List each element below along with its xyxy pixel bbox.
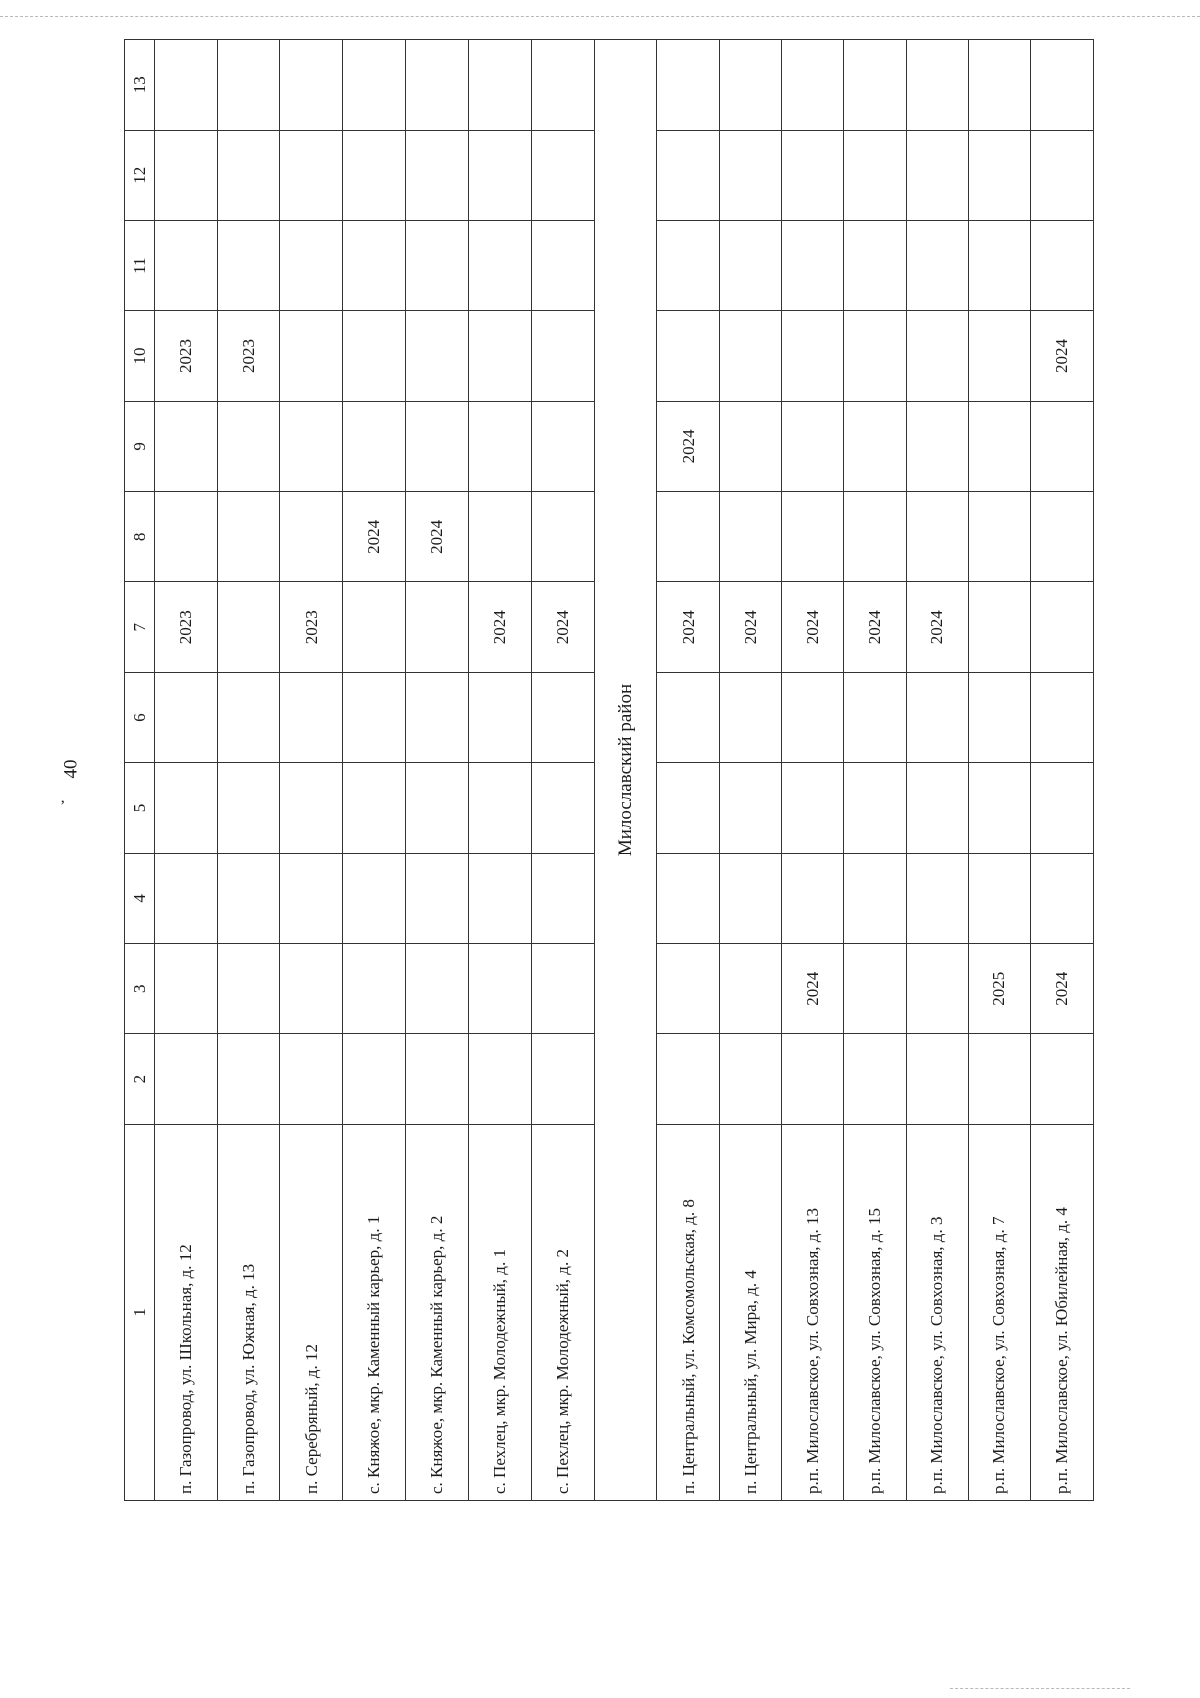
year-cell [343, 311, 405, 401]
table-row [280, 40, 343, 1501]
year-cell [844, 130, 906, 220]
year-cell [405, 40, 468, 131]
year-cell: 2023 [155, 311, 218, 401]
year-cell: 2024 [657, 582, 720, 672]
year-cell [218, 944, 280, 1034]
year-cell [720, 311, 782, 401]
year-cell [531, 853, 594, 943]
table-row [906, 40, 968, 1501]
year-cell [968, 401, 1030, 491]
year-cell [280, 401, 343, 491]
year-cell [657, 1034, 720, 1124]
address-cell: р.п. Милославское, ул. Совхозная, д. 13 [782, 1124, 844, 1500]
year-cell [280, 40, 343, 131]
year-cell: 2024 [405, 492, 468, 582]
year-cell [155, 944, 218, 1034]
year-cell [906, 763, 968, 853]
year-cell [218, 763, 280, 853]
header-cell: 3 [125, 944, 155, 1034]
year-cell [1030, 401, 1093, 491]
year-cell [405, 672, 468, 762]
year-cell [343, 401, 405, 491]
year-cell [782, 763, 844, 853]
year-cell [906, 672, 968, 762]
year-cell [343, 763, 405, 853]
year-cell [968, 582, 1030, 672]
address-cell: с. Княжое, мкр. Каменный карьер, д. 2 [405, 1124, 468, 1500]
year-cell [844, 1034, 906, 1124]
district-heading: Милославский район [595, 40, 657, 1501]
year-cell [906, 311, 968, 401]
address-cell: с. Пехлец, мкр. Молодежный, д. 2 [531, 1124, 594, 1500]
year-cell [531, 220, 594, 310]
year-cell [280, 763, 343, 853]
year-cell: 2024 [720, 582, 782, 672]
year-cell [657, 492, 720, 582]
year-cell [218, 401, 280, 491]
year-cell [155, 130, 218, 220]
year-cell [657, 672, 720, 762]
year-cell [343, 853, 405, 943]
year-cell [218, 853, 280, 943]
scan-line-bottom [950, 1688, 1130, 1689]
address-cell: п. Газопровод, ул. Школьная, д. 12 [155, 1124, 218, 1500]
year-cell [844, 492, 906, 582]
header-cell: 9 [125, 401, 155, 491]
address-cell: с. Пехлец, мкр. Молодежный, д. 1 [468, 1124, 531, 1500]
year-cell [657, 130, 720, 220]
year-cell [155, 1034, 218, 1124]
year-cell [720, 492, 782, 582]
year-cell [782, 1034, 844, 1124]
year-cell [468, 1034, 531, 1124]
scan-line-top [0, 16, 1200, 17]
table-row [1030, 40, 1093, 1501]
year-cell [468, 672, 531, 762]
year-cell [405, 853, 468, 943]
table-row [782, 40, 844, 1501]
year-cell [531, 1034, 594, 1124]
year-cell: 2024 [657, 401, 720, 491]
year-cell [280, 130, 343, 220]
page-mark: ’ [60, 798, 66, 815]
year-cell [844, 40, 906, 131]
address-cell: р.п. Милославское, ул. Совхозная, д. 15 [844, 1124, 906, 1500]
year-cell [720, 763, 782, 853]
table-row [343, 40, 405, 1501]
year-cell [343, 130, 405, 220]
year-cell [968, 1034, 1030, 1124]
year-cell [405, 582, 468, 672]
header-cell: 6 [125, 672, 155, 762]
year-cell [155, 672, 218, 762]
year-cell [1030, 763, 1093, 853]
year-cell [844, 853, 906, 943]
year-cell [155, 763, 218, 853]
year-cell [657, 311, 720, 401]
header-cell: 5 [125, 763, 155, 853]
year-cell: 2024 [1030, 311, 1093, 401]
year-cell [405, 1034, 468, 1124]
year-cell [405, 220, 468, 310]
year-cell [657, 763, 720, 853]
address-cell: р.п. Милославское, ул. Совхозная, д. 7 [968, 1124, 1030, 1500]
year-cell [405, 763, 468, 853]
year-cell [468, 220, 531, 310]
year-cell: 2023 [280, 582, 343, 672]
year-cell [782, 492, 844, 582]
year-cell [218, 1034, 280, 1124]
year-cell [405, 401, 468, 491]
table-row [155, 40, 218, 1501]
year-cell [657, 40, 720, 131]
address-cell: р.п. Милославское, ул. Юбилейная, д. 4 [1030, 1124, 1093, 1500]
year-cell [405, 944, 468, 1034]
year-cell [1030, 672, 1093, 762]
year-cell [782, 311, 844, 401]
year-cell [720, 220, 782, 310]
year-cell [468, 40, 531, 131]
table-row [968, 40, 1030, 1501]
year-cell [280, 1034, 343, 1124]
schedule-table [124, 39, 1094, 1501]
year-cell [720, 130, 782, 220]
page-number: 40 [60, 759, 82, 779]
table-row [531, 40, 594, 1501]
year-cell [720, 944, 782, 1034]
year-cell [218, 40, 280, 131]
year-cell [218, 582, 280, 672]
year-cell [343, 40, 405, 131]
year-cell: 2025 [968, 944, 1030, 1034]
address-cell: п. Центральный, ул. Мира, д. 4 [720, 1124, 782, 1500]
year-cell [906, 1034, 968, 1124]
year-cell: 2024 [844, 582, 906, 672]
year-cell [531, 944, 594, 1034]
year-cell [218, 130, 280, 220]
year-cell [531, 130, 594, 220]
year-cell [218, 220, 280, 310]
table-row [218, 40, 280, 1501]
year-cell [343, 582, 405, 672]
year-cell [720, 1034, 782, 1124]
address-cell: с. Княжое, мкр. Каменный карьер, д. 1 [343, 1124, 405, 1500]
header-cell: 13 [125, 40, 155, 131]
header-cell: 10 [125, 311, 155, 401]
header-cell: 4 [125, 853, 155, 943]
year-cell [1030, 492, 1093, 582]
year-cell [1030, 220, 1093, 310]
year-cell [906, 130, 968, 220]
year-cell [906, 944, 968, 1034]
address-cell: п. Серебряный, д. 12 [280, 1124, 343, 1500]
year-cell [155, 401, 218, 491]
district-row [595, 40, 657, 1501]
year-cell [468, 763, 531, 853]
year-cell [280, 672, 343, 762]
year-cell [720, 853, 782, 943]
header-cell: 12 [125, 130, 155, 220]
year-cell: 2024 [343, 492, 405, 582]
year-cell: 2024 [782, 944, 844, 1034]
year-cell [782, 672, 844, 762]
year-cell [968, 763, 1030, 853]
year-cell [405, 311, 468, 401]
year-cell [343, 220, 405, 310]
year-cell [782, 130, 844, 220]
year-cell: 2024 [468, 582, 531, 672]
year-cell [531, 672, 594, 762]
year-cell [782, 401, 844, 491]
table-row [657, 40, 720, 1501]
year-cell [968, 672, 1030, 762]
year-cell [343, 672, 405, 762]
year-cell: 2024 [1030, 944, 1093, 1034]
year-cell [968, 311, 1030, 401]
year-cell [468, 130, 531, 220]
year-cell [720, 40, 782, 131]
year-cell [531, 40, 594, 131]
header-cell: 1 [125, 1124, 155, 1500]
year-cell [906, 492, 968, 582]
year-cell [531, 492, 594, 582]
header-row [125, 40, 155, 1501]
year-cell: 2024 [906, 582, 968, 672]
header-cell: 11 [125, 220, 155, 310]
year-cell [906, 401, 968, 491]
year-cell: 2023 [155, 582, 218, 672]
year-cell [155, 492, 218, 582]
year-cell [782, 220, 844, 310]
year-cell [531, 401, 594, 491]
address-cell: р.п. Милославское, ул. Совхозная, д. 3 [906, 1124, 968, 1500]
year-cell [657, 220, 720, 310]
year-cell [280, 220, 343, 310]
year-cell [468, 401, 531, 491]
year-cell [468, 492, 531, 582]
year-cell [968, 220, 1030, 310]
year-cell [531, 763, 594, 853]
year-cell [155, 853, 218, 943]
header-cell: 8 [125, 492, 155, 582]
address-cell: п. Газопровод, ул. Южная, д. 13 [218, 1124, 280, 1500]
year-cell [1030, 1034, 1093, 1124]
table-row [720, 40, 782, 1501]
year-cell [844, 944, 906, 1034]
year-cell [468, 311, 531, 401]
table-body [155, 40, 1094, 1501]
year-cell [844, 672, 906, 762]
table-row [468, 40, 531, 1501]
year-cell [844, 763, 906, 853]
year-cell [1030, 40, 1093, 131]
year-cell: 2024 [782, 582, 844, 672]
table-row [844, 40, 906, 1501]
year-cell [531, 311, 594, 401]
year-cell [968, 853, 1030, 943]
year-cell [844, 220, 906, 310]
year-cell [280, 853, 343, 943]
year-cell [280, 492, 343, 582]
year-cell [657, 853, 720, 943]
table-row [405, 40, 468, 1501]
year-cell [280, 311, 343, 401]
header-cell: 7 [125, 582, 155, 672]
header-cell: 2 [125, 1034, 155, 1124]
year-cell [657, 944, 720, 1034]
year-cell [720, 401, 782, 491]
year-cell [343, 1034, 405, 1124]
year-cell [844, 311, 906, 401]
year-cell [1030, 853, 1093, 943]
year-cell [343, 944, 405, 1034]
year-cell [468, 853, 531, 943]
year-cell [218, 492, 280, 582]
year-cell [720, 672, 782, 762]
year-cell [844, 401, 906, 491]
address-cell: п. Центральный, ул. Комсомольская, д. 8 [657, 1124, 720, 1500]
year-cell [1030, 582, 1093, 672]
year-cell [468, 944, 531, 1034]
table-rotation-frame [124, 39, 1094, 1501]
year-cell [906, 853, 968, 943]
year-cell [968, 130, 1030, 220]
year-cell [782, 40, 844, 131]
year-cell [968, 492, 1030, 582]
year-cell [280, 944, 343, 1034]
year-cell [906, 220, 968, 310]
year-cell [218, 672, 280, 762]
year-cell [155, 220, 218, 310]
year-cell [405, 130, 468, 220]
year-cell [1030, 130, 1093, 220]
year-cell: 2023 [218, 311, 280, 401]
year-cell [782, 853, 844, 943]
year-cell: 2024 [531, 582, 594, 672]
year-cell [906, 40, 968, 131]
year-cell [155, 40, 218, 131]
year-cell [968, 40, 1030, 131]
